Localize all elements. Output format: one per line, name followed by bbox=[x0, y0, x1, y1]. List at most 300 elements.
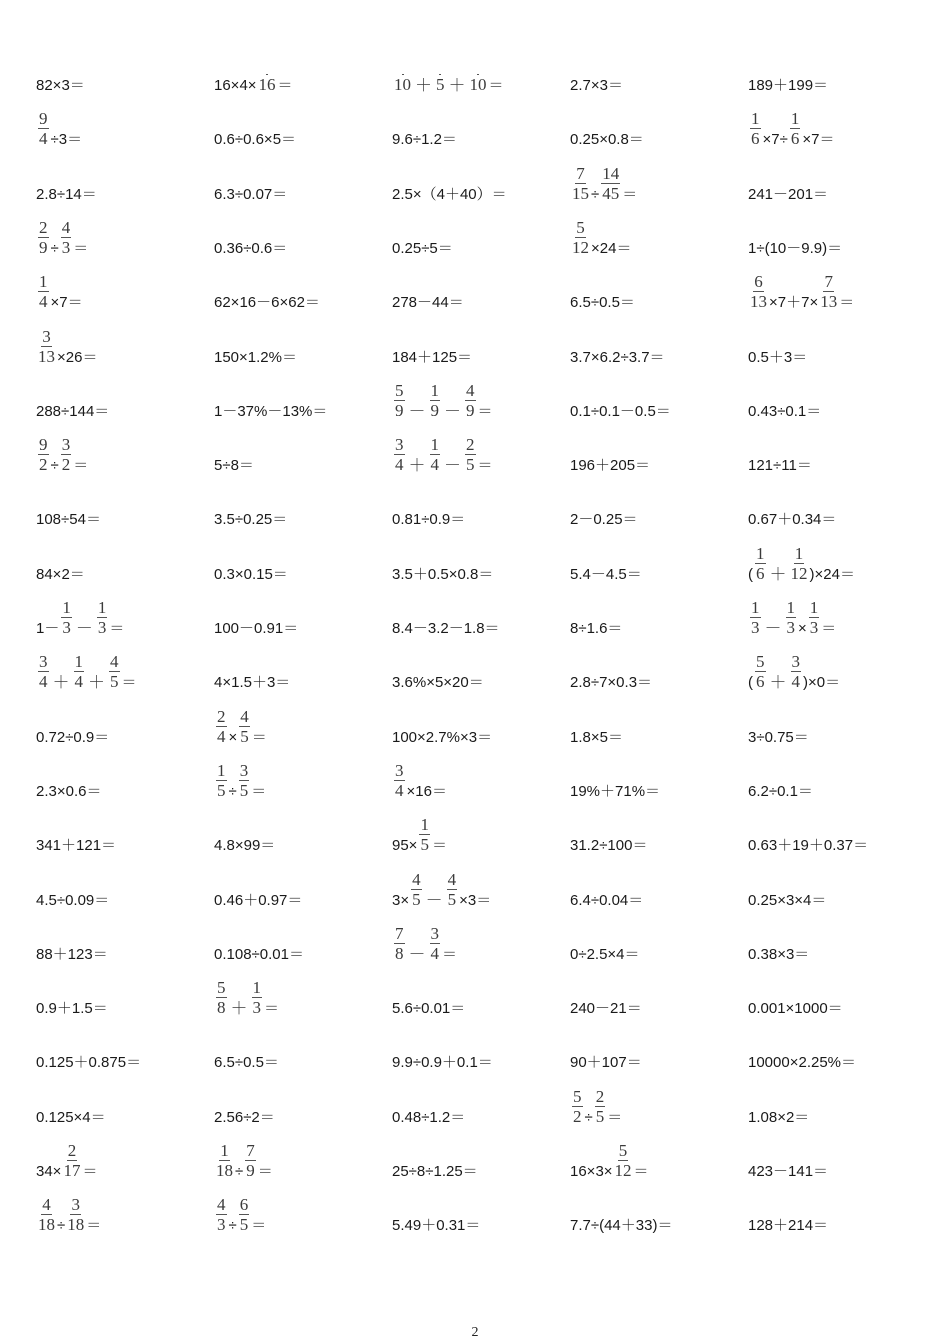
fraction-numerator: 1 bbox=[794, 544, 804, 563]
arithmetic-problem bbox=[36, 1087, 212, 1127]
fraction-numerator: 4 bbox=[42, 1195, 51, 1214]
fraction-denominator: 9 bbox=[39, 238, 48, 257]
problem-text: 2－0.25＝ bbox=[570, 511, 638, 528]
fraction bbox=[750, 109, 761, 149]
operator: ＋ bbox=[52, 673, 70, 692]
problem-text: 62×16－6×62＝ bbox=[214, 294, 320, 311]
problem-text: 6.3÷0.07＝ bbox=[214, 186, 288, 203]
arithmetic-problem bbox=[570, 381, 746, 421]
problem-text: ÷ bbox=[50, 240, 59, 257]
fraction bbox=[419, 815, 430, 855]
fraction-numerator: 3 bbox=[71, 1195, 80, 1214]
fraction bbox=[394, 924, 405, 964]
operator: ＋ bbox=[230, 999, 248, 1018]
fraction-denominator: 16 bbox=[258, 75, 276, 94]
arithmetic-problem bbox=[570, 598, 746, 638]
arithmetic-problem bbox=[214, 870, 390, 910]
problem-text: 0.36÷0.6＝ bbox=[214, 240, 288, 257]
arithmetic-problem bbox=[36, 381, 212, 421]
problem-text: ＝ bbox=[477, 457, 493, 474]
fraction bbox=[595, 1087, 606, 1127]
fraction-numerator: 1 bbox=[430, 435, 439, 454]
problem-row bbox=[0, 707, 950, 747]
problem-text: 2.8÷14＝ bbox=[36, 186, 97, 203]
problem-text: 1－37%－13%＝ bbox=[214, 403, 328, 420]
problem-text: 8.4－3.2－1.8＝ bbox=[392, 620, 500, 637]
fraction bbox=[38, 652, 49, 692]
arithmetic-problem bbox=[392, 381, 568, 421]
problem-row bbox=[0, 1087, 950, 1127]
fraction-numerator: 7 bbox=[576, 164, 585, 183]
problem-text: ×7＋7× bbox=[769, 294, 819, 311]
fraction-denominator: 6 bbox=[756, 564, 765, 583]
fraction-denominator: 18 bbox=[67, 1215, 85, 1234]
problem-row bbox=[0, 652, 950, 692]
arithmetic-problem bbox=[748, 1141, 924, 1181]
arithmetic-problem bbox=[748, 707, 924, 747]
arithmetic-problem bbox=[570, 272, 746, 312]
fraction bbox=[572, 218, 589, 258]
problem-text: 2.7×3＝ bbox=[570, 77, 623, 94]
problem-text: ÷3＝ bbox=[50, 131, 83, 148]
fraction bbox=[239, 1195, 250, 1235]
arithmetic-problem bbox=[570, 218, 746, 258]
fraction bbox=[430, 381, 441, 421]
fraction bbox=[572, 1087, 583, 1127]
problem-text: 288÷144＝ bbox=[36, 403, 110, 420]
fraction-denominator: 3 bbox=[751, 618, 760, 637]
fraction-numerator: 1 bbox=[74, 652, 83, 671]
arithmetic-problem bbox=[36, 272, 212, 312]
fraction bbox=[394, 761, 405, 801]
problem-text: 0.6÷0.6×5＝ bbox=[214, 131, 297, 148]
problem-text: ＝ bbox=[821, 620, 837, 637]
page-number: 2 bbox=[471, 1325, 479, 1340]
operator: ＋ bbox=[88, 673, 105, 692]
fraction-denominator: 4 bbox=[430, 944, 439, 963]
problem-text: 1－ bbox=[36, 620, 60, 637]
fraction bbox=[252, 978, 263, 1018]
fraction-numerator: 3 bbox=[39, 652, 48, 671]
fraction bbox=[216, 761, 227, 801]
problem-text: 10000×2.25%＝ bbox=[748, 1054, 857, 1071]
fraction bbox=[755, 652, 766, 692]
arithmetic-problem bbox=[748, 761, 924, 801]
fraction-numerator: 3 bbox=[395, 761, 404, 780]
fraction-denominator: 18 bbox=[216, 1161, 233, 1180]
fraction-numerator: 1 bbox=[430, 381, 439, 400]
problem-text: 3.5＋0.5×0.8＝ bbox=[392, 566, 494, 583]
arithmetic-problem bbox=[392, 652, 568, 692]
problem-row bbox=[0, 544, 950, 584]
problem-text: ×7÷ bbox=[762, 131, 788, 148]
arithmetic-problem bbox=[748, 55, 924, 95]
problem-text: ＝ bbox=[121, 674, 137, 691]
problem-text: 100－0.91＝ bbox=[214, 620, 299, 637]
fraction bbox=[394, 381, 405, 421]
arithmetic-problem bbox=[36, 1195, 212, 1235]
problem-text: 189＋199＝ bbox=[748, 77, 829, 94]
problem-text: ＝ bbox=[488, 77, 504, 94]
problem-text: 240－21＝ bbox=[570, 1000, 642, 1017]
problem-text: 3÷0.75＝ bbox=[748, 729, 809, 746]
problem-text: 241－201＝ bbox=[748, 186, 829, 203]
fraction-denominator: 5 bbox=[239, 781, 249, 800]
fraction-denominator: 9 bbox=[430, 401, 439, 420]
problem-row bbox=[0, 1032, 950, 1072]
fraction bbox=[411, 870, 422, 910]
fraction bbox=[61, 598, 72, 638]
problem-row bbox=[0, 218, 950, 258]
arithmetic-problem bbox=[570, 761, 746, 801]
problem-text: ＝ bbox=[86, 1217, 102, 1234]
problem-text: 0.108÷0.01＝ bbox=[214, 946, 304, 963]
fraction-numerator: 1 bbox=[252, 978, 261, 997]
arithmetic-problem bbox=[392, 1195, 568, 1235]
fraction-denominator: 3 bbox=[61, 238, 71, 257]
fraction-numerator: 3 bbox=[791, 652, 800, 671]
arithmetic-problem bbox=[392, 109, 568, 149]
fraction-numerator: 1 bbox=[751, 598, 760, 617]
arithmetic-problem bbox=[392, 978, 568, 1018]
fraction-denominator: 12 bbox=[790, 564, 808, 583]
arithmetic-problem bbox=[570, 978, 746, 1018]
arithmetic-problem bbox=[214, 327, 390, 367]
fraction bbox=[820, 272, 837, 312]
problem-text: 6.5÷0.5＝ bbox=[214, 1054, 279, 1071]
problem-text: 0.125＋0.875＝ bbox=[36, 1054, 142, 1071]
problem-text: 95× bbox=[392, 837, 418, 854]
problem-row bbox=[0, 381, 950, 421]
fraction-denominator: 3 bbox=[217, 1215, 226, 1234]
fraction-denominator: 4 bbox=[39, 672, 48, 691]
problem-text: 0.46＋0.97＝ bbox=[214, 892, 303, 909]
arithmetic-problem bbox=[214, 1141, 390, 1181]
fraction-denominator: 5 bbox=[466, 455, 475, 474]
arithmetic-problem bbox=[748, 164, 924, 204]
arithmetic-problem bbox=[392, 544, 568, 584]
problem-text: 2.8÷7×0.3＝ bbox=[570, 674, 653, 691]
arithmetic-problem bbox=[570, 652, 746, 692]
problem-text: 100×2.7%×3＝ bbox=[392, 729, 493, 746]
problem-text: ÷ bbox=[50, 457, 59, 474]
fraction-numerator: 1 bbox=[790, 109, 800, 128]
operator: － bbox=[408, 402, 426, 421]
operator: ＋ bbox=[408, 456, 426, 475]
arithmetic-problem bbox=[570, 109, 746, 149]
problem-row bbox=[0, 870, 950, 910]
arithmetic-problem bbox=[36, 761, 212, 801]
problem-text: 8÷1.6＝ bbox=[570, 620, 623, 637]
arithmetic-problem bbox=[392, 55, 568, 95]
arithmetic-problem bbox=[214, 924, 390, 964]
problem-text: 0.3×0.15＝ bbox=[214, 566, 288, 583]
fraction-denominator: 3 bbox=[809, 618, 819, 637]
fraction-denominator: 5 bbox=[420, 835, 429, 854]
arithmetic-problem bbox=[36, 109, 212, 149]
fraction-denominator: 3 bbox=[252, 998, 261, 1017]
fraction bbox=[791, 544, 808, 584]
arithmetic-problem bbox=[748, 598, 924, 638]
problem-text: 128＋214＝ bbox=[748, 1217, 829, 1234]
fraction-numerator: 2 bbox=[217, 707, 226, 726]
fraction bbox=[465, 381, 476, 421]
problem-text: 423－141＝ bbox=[748, 1163, 829, 1180]
fraction-numerator: 1 bbox=[217, 761, 226, 780]
arithmetic-problem bbox=[36, 815, 212, 855]
fraction bbox=[394, 74, 411, 95]
problem-row bbox=[0, 109, 950, 149]
arithmetic-problem bbox=[570, 55, 746, 95]
problem-text: 184＋125＝ bbox=[392, 349, 473, 366]
fraction-numerator: 3 bbox=[430, 924, 439, 943]
problem-text: ÷ bbox=[235, 1163, 244, 1180]
fraction bbox=[61, 218, 72, 258]
arithmetic-problem bbox=[748, 109, 924, 149]
fraction-denominator: 3 bbox=[62, 618, 71, 637]
problem-text: 34× bbox=[36, 1163, 62, 1180]
problem-text: ×7＝ bbox=[50, 294, 83, 311]
fraction bbox=[601, 164, 620, 204]
problem-text: 0.125×4＝ bbox=[36, 1109, 106, 1126]
fraction-denominator: 6 bbox=[751, 129, 760, 148]
problem-text: 9.9÷0.9＋0.1＝ bbox=[392, 1054, 493, 1071]
arithmetic-problem bbox=[748, 924, 924, 964]
problem-text: 3.7×6.2÷3.7＝ bbox=[570, 349, 665, 366]
fraction-numerator: 5 bbox=[618, 1141, 628, 1160]
arithmetic-problem bbox=[748, 272, 924, 312]
problem-text: 25÷8÷1.25＝ bbox=[392, 1163, 478, 1180]
arithmetic-problem bbox=[392, 1032, 568, 1072]
operator: ＋ bbox=[769, 673, 787, 692]
problem-text: 0.63＋19＋0.37＝ bbox=[748, 837, 869, 854]
fraction-denominator: 5 bbox=[239, 1215, 249, 1234]
fraction-numerator: 5 bbox=[573, 1087, 582, 1106]
fraction-denominator: 12 bbox=[572, 238, 589, 257]
problem-text: ＝ bbox=[251, 729, 267, 746]
problem-text: 3.6%×5×20＝ bbox=[392, 674, 484, 691]
arithmetic-problem bbox=[36, 1032, 212, 1072]
problem-text: × bbox=[228, 729, 238, 746]
problem-text: ＝ bbox=[73, 457, 89, 474]
fraction bbox=[259, 74, 276, 95]
problem-text: ×3＝ bbox=[459, 892, 492, 909]
arithmetic-problem bbox=[214, 489, 390, 529]
problem-text: 0.81÷0.9＝ bbox=[392, 511, 466, 528]
problem-text: ÷ bbox=[228, 1217, 237, 1234]
problem-text: 278－44＝ bbox=[392, 294, 464, 311]
fraction-numerator: 3 bbox=[239, 761, 249, 780]
problem-text: 1÷(10－9.9)＝ bbox=[748, 240, 843, 257]
arithmetic-problem bbox=[214, 544, 390, 584]
problem-text: 6.2÷0.1＝ bbox=[748, 783, 813, 800]
fraction-numerator: 1 bbox=[220, 1141, 229, 1160]
arithmetic-problem bbox=[36, 327, 212, 367]
fraction-denominator: 9 bbox=[466, 401, 475, 420]
fraction-denominator: 3 bbox=[786, 618, 795, 637]
arithmetic-problem bbox=[36, 435, 212, 475]
problem-text: 5.49＋0.31＝ bbox=[392, 1217, 481, 1234]
problem-text: 2.5×（4＋40）＝ bbox=[392, 186, 507, 203]
fraction bbox=[245, 1141, 256, 1181]
problem-row bbox=[0, 815, 950, 855]
operator: － bbox=[75, 619, 93, 638]
problem-text: 0.001×1000＝ bbox=[748, 1000, 843, 1017]
arithmetic-problem bbox=[36, 164, 212, 204]
problem-text: 1.08×2＝ bbox=[748, 1109, 810, 1126]
fraction-denominator: 5 bbox=[447, 890, 457, 909]
arithmetic-problem bbox=[36, 978, 212, 1018]
arithmetic-problem bbox=[214, 1195, 390, 1235]
fraction bbox=[809, 598, 820, 638]
arithmetic-problem bbox=[748, 435, 924, 475]
fraction-denominator: 4 bbox=[217, 727, 226, 746]
arithmetic-problem bbox=[214, 55, 390, 95]
problem-row bbox=[0, 489, 950, 529]
fraction-numerator: 1 bbox=[751, 109, 760, 128]
fraction-numerator: 2 bbox=[39, 218, 48, 237]
fraction bbox=[216, 978, 227, 1018]
fraction-denominator: 5 bbox=[412, 890, 421, 909]
problem-text: ÷ bbox=[57, 1217, 66, 1234]
problem-text: ×16＝ bbox=[406, 783, 447, 800]
arithmetic-problem bbox=[392, 1141, 568, 1181]
arithmetic-problem bbox=[392, 272, 568, 312]
operator: － bbox=[425, 891, 443, 910]
fraction-numerator: 1 bbox=[420, 815, 429, 834]
problem-text: )×0＝ bbox=[803, 674, 841, 691]
fraction bbox=[216, 1195, 227, 1235]
arithmetic-problem bbox=[570, 1141, 746, 1181]
problem-text: ×7＝ bbox=[802, 131, 835, 148]
arithmetic-problem bbox=[214, 1087, 390, 1127]
problem-text: 150×1.2%＝ bbox=[214, 349, 297, 366]
problem-text: 3.5÷0.25＝ bbox=[214, 511, 288, 528]
fraction bbox=[216, 1141, 233, 1181]
fraction-numerator: 7 bbox=[824, 272, 833, 291]
problem-text: ＝ bbox=[277, 77, 293, 94]
arithmetic-problem bbox=[570, 1087, 746, 1127]
fraction-denominator: 15 bbox=[572, 184, 589, 203]
problem-text: 108÷54＝ bbox=[36, 511, 101, 528]
fraction-denominator: 4 bbox=[791, 672, 800, 691]
arithmetic-problem bbox=[392, 924, 568, 964]
operator: － bbox=[764, 619, 782, 638]
arithmetic-problem bbox=[748, 1087, 924, 1127]
arithmetic-problem bbox=[36, 55, 212, 95]
fraction-numerator: 2 bbox=[67, 1141, 77, 1160]
fraction-numerator: 1 bbox=[39, 272, 48, 291]
arithmetic-problem bbox=[214, 272, 390, 312]
fraction bbox=[430, 924, 441, 964]
fraction-numerator: 1 bbox=[97, 598, 107, 617]
problem-text: 121÷11＝ bbox=[748, 457, 812, 474]
fraction-numerator: 2 bbox=[595, 1087, 605, 1106]
arithmetic-problem bbox=[748, 870, 924, 910]
arithmetic-problem bbox=[36, 870, 212, 910]
fraction bbox=[465, 435, 476, 475]
problem-text: )×24＝ bbox=[809, 566, 855, 583]
problem-text: 84×2＝ bbox=[36, 566, 85, 583]
fraction-denominator: 4 bbox=[39, 129, 48, 148]
fraction bbox=[470, 74, 487, 95]
fraction-denominator: 2 bbox=[61, 455, 71, 474]
arithmetic-problem bbox=[748, 1032, 924, 1072]
fraction-numerator: 6 bbox=[239, 1195, 249, 1214]
fraction-denominator: 18 bbox=[38, 1215, 55, 1234]
fraction bbox=[447, 870, 458, 910]
problem-text: 0.67＋0.34＝ bbox=[748, 511, 837, 528]
problem-text: ( bbox=[748, 566, 753, 583]
arithmetic-problem bbox=[570, 870, 746, 910]
problem-text: 88＋123＝ bbox=[36, 946, 108, 963]
problem-text: 4.5÷0.09＝ bbox=[36, 892, 110, 909]
problem-row bbox=[0, 435, 950, 475]
problem-text: 2.3×0.6＝ bbox=[36, 783, 102, 800]
fraction-denominator: 4 bbox=[39, 292, 48, 311]
fraction-numerator: 3 bbox=[42, 327, 51, 346]
fraction-numerator: 6 bbox=[754, 272, 763, 291]
fraction-numerator: 5 bbox=[395, 381, 404, 400]
arithmetic-problem bbox=[36, 707, 212, 747]
problem-text: 6.4÷0.04＝ bbox=[570, 892, 644, 909]
problem-text: 0.48÷1.2＝ bbox=[392, 1109, 466, 1126]
fraction-denominator: 5 bbox=[240, 727, 249, 746]
fraction-denominator: 8 bbox=[217, 998, 226, 1017]
problem-text: 2.56÷2＝ bbox=[214, 1109, 275, 1126]
problem-text: ＝ bbox=[73, 240, 89, 257]
fraction-denominator: 6 bbox=[756, 672, 765, 691]
fraction-denominator: 4 bbox=[395, 455, 404, 474]
fraction bbox=[63, 1141, 80, 1181]
fraction bbox=[615, 1141, 632, 1181]
arithmetic-problem bbox=[392, 435, 568, 475]
arithmetic-problem bbox=[214, 1032, 390, 1072]
arithmetic-problem bbox=[392, 164, 568, 204]
fraction-denominator: 2 bbox=[39, 455, 48, 474]
problem-text: 0.72÷0.9＝ bbox=[36, 729, 110, 746]
fraction-denominator: 8 bbox=[395, 944, 404, 963]
fraction-numerator: 3 bbox=[61, 435, 71, 454]
fraction-denominator: 4 bbox=[430, 455, 439, 474]
problem-text: ×26＝ bbox=[57, 349, 98, 366]
problem-text: 82×3＝ bbox=[36, 77, 85, 94]
problem-text: 4.8×99＝ bbox=[214, 837, 276, 854]
arithmetic-problem bbox=[214, 381, 390, 421]
problem-row bbox=[0, 1141, 950, 1181]
fraction-numerator: 1 bbox=[809, 598, 819, 617]
fraction-numerator: 9 bbox=[39, 109, 48, 128]
problem-text: ＝ bbox=[109, 620, 125, 637]
fraction-denominator: 3 bbox=[97, 618, 107, 637]
fraction-numerator: 4 bbox=[217, 1195, 226, 1214]
arithmetic-problem bbox=[214, 109, 390, 149]
problem-text: 16×3× bbox=[570, 1163, 613, 1180]
fraction-numerator: 4 bbox=[240, 707, 249, 726]
fraction bbox=[38, 109, 49, 149]
fraction bbox=[430, 435, 441, 475]
fraction-denominator: 2 bbox=[573, 1107, 582, 1126]
arithmetic-problem bbox=[570, 327, 746, 367]
problem-text: 16×4× bbox=[214, 77, 257, 94]
problem-row bbox=[0, 164, 950, 204]
operator: － bbox=[444, 456, 461, 475]
fraction-denominator: 5 bbox=[595, 1107, 605, 1126]
arithmetic-problem bbox=[214, 978, 390, 1018]
arithmetic-problem bbox=[214, 435, 390, 475]
problem-text: 90＋107＝ bbox=[570, 1054, 642, 1071]
fraction-denominator: 5 bbox=[436, 75, 445, 94]
